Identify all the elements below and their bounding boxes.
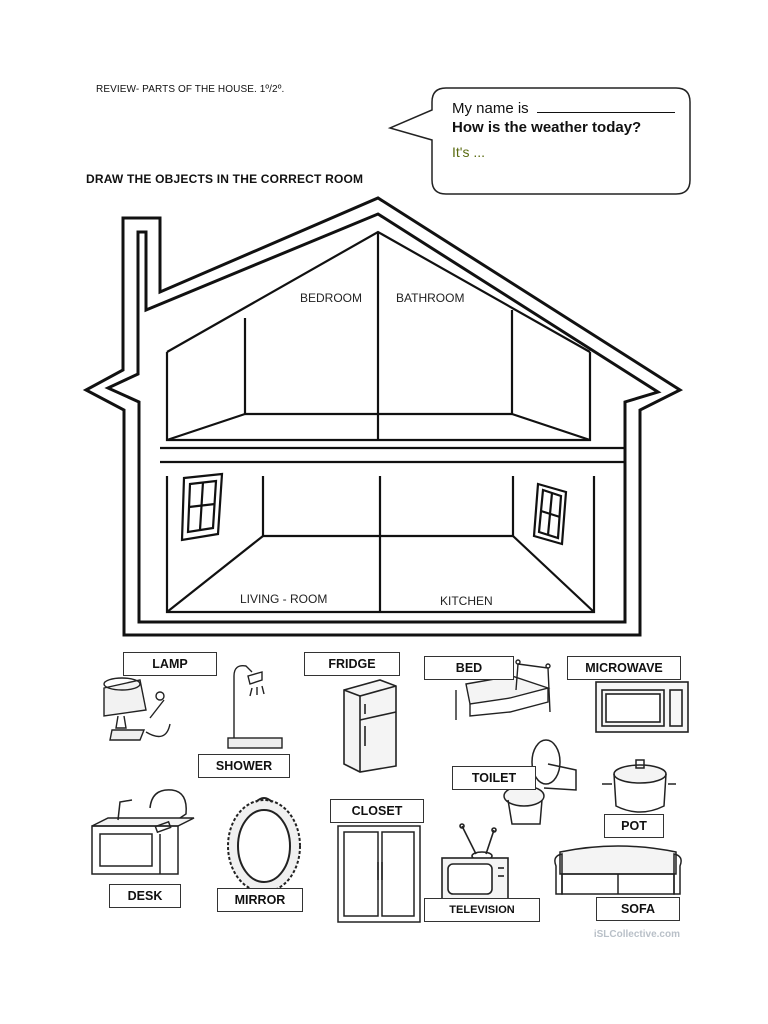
shower-illustration bbox=[228, 666, 282, 748]
label-television: TELEVISION bbox=[424, 898, 540, 922]
television-illustration bbox=[442, 824, 508, 900]
watermark: iSLCollective.com bbox=[593, 929, 680, 940]
label-closet: CLOSET bbox=[330, 799, 424, 823]
lower-floor bbox=[167, 476, 594, 612]
label-sofa: SOFA bbox=[596, 897, 680, 921]
upper-floor bbox=[160, 232, 625, 462]
label-lamp: LAMP bbox=[123, 652, 217, 676]
window-left bbox=[182, 474, 222, 540]
label-shower: SHOWER bbox=[198, 754, 290, 778]
instruction-heading: DRAW THE OBJECTS IN THE CORRECT ROOM bbox=[86, 172, 364, 186]
name-prompt-text: My name is bbox=[452, 100, 529, 117]
room-label-living-room: LIVING - ROOM bbox=[240, 592, 328, 606]
label-desk: DESK bbox=[109, 884, 181, 908]
room-label-bathroom: BATHROOM bbox=[396, 291, 465, 305]
label-toilet: TOILET bbox=[452, 766, 536, 790]
label-bed: BED bbox=[424, 656, 514, 680]
label-fridge: FRIDGE bbox=[304, 652, 400, 676]
label-microwave: MICROWAVE bbox=[567, 656, 681, 680]
weather-question: How is the weather today? bbox=[452, 119, 642, 136]
microwave-illustration bbox=[596, 682, 688, 732]
fridge-illustration bbox=[344, 680, 396, 772]
pot-illustration bbox=[602, 760, 676, 812]
mirror-illustration bbox=[228, 798, 300, 892]
label-mirror: MIRROR bbox=[217, 888, 303, 912]
room-label-bedroom: BEDROOM bbox=[300, 291, 363, 305]
name-prompt bbox=[452, 99, 675, 117]
window-right bbox=[534, 484, 566, 544]
lamp-illustration bbox=[104, 678, 170, 740]
desk-illustration bbox=[92, 790, 194, 874]
weather-answer-start: It's ... bbox=[452, 144, 486, 160]
label-pot: POT bbox=[604, 814, 664, 838]
sofa-illustration bbox=[555, 846, 681, 894]
worksheet-title: REVIEW- PARTS OF THE HOUSE. 1º/2º. bbox=[96, 84, 285, 95]
closet-illustration bbox=[338, 826, 420, 922]
room-label-kitchen: KITCHEN bbox=[440, 594, 493, 608]
name-blank-line[interactable] bbox=[537, 99, 675, 113]
